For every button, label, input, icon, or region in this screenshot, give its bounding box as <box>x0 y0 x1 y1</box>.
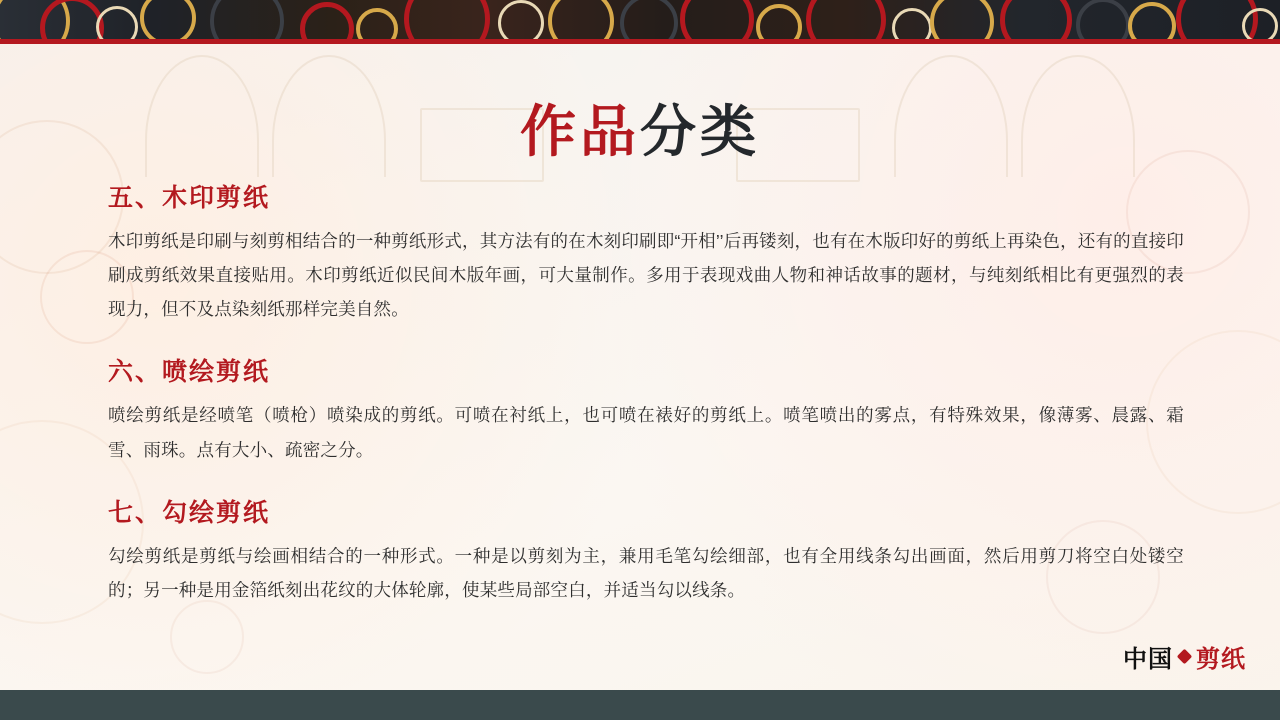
section-body: 喷绘剪纸是经喷笔（喷枪）喷染成的剪纸。可喷在衬纸上，也可喷在裱好的剪纸上。喷笔喷出的雾点，有特殊效果，像薄雾、晨露、霜雪、雨珠。点有大小、疏密之分。 <box>108 405 1184 460</box>
cream-swirl-icon <box>498 0 544 44</box>
red-swirl-icon <box>680 0 754 44</box>
gold-swirl-icon <box>930 0 994 44</box>
red-swirl-icon <box>1000 0 1072 44</box>
red-swirl-icon <box>806 0 886 44</box>
bottom-bar <box>0 690 1280 720</box>
diamond-seal-icon <box>1177 649 1193 665</box>
section-heading: 五、木印剪纸 <box>108 184 271 212</box>
section-heading: 六、喷绘剪纸 <box>108 358 271 387</box>
footer-logo-text-left: 中国 <box>1123 646 1173 673</box>
page-title-accent: 作品 <box>520 99 640 163</box>
dark-swirl-icon <box>1076 0 1130 44</box>
band-red-underline <box>0 39 1280 44</box>
dark-swirl-icon <box>210 0 284 44</box>
section-block <box>108 178 1184 326</box>
gold-swirl-icon <box>140 0 196 44</box>
cloud-swirl-ornament-icon <box>170 600 244 674</box>
footer-logo <box>1123 639 1246 674</box>
section-block <box>108 493 1184 607</box>
gold-swirl-icon <box>756 4 802 44</box>
section-body: 勾绘剪纸是剪纸与绘画相结合的一种形式。一种是以剪刻为主，兼用毛笔勾绘细部，也有全用线条勾出画面，然后用剪刀将空白处镂空的；另一种是用金箔纸刻出花纹的大体轮廓，使某些局部空白，并适当勾以线条。 <box>108 545 1184 600</box>
red-swirl-icon <box>404 0 490 44</box>
gold-swirl-icon <box>1128 2 1176 44</box>
red-swirl-icon <box>300 2 354 44</box>
top-decorative-band <box>0 0 1280 44</box>
page-title-dark: 分类 <box>640 99 760 163</box>
section-block <box>108 352 1184 466</box>
dark-swirl-icon <box>620 0 678 44</box>
footer-logo-text-right: 剪纸 <box>1196 646 1246 673</box>
section-body: 木印剪纸是印刷与刻剪相结合的一种剪纸形式，其方法有的在木刻印刷即“开相’’后再镂刻，也有在木版印好的剪纸上再染色，还有的直接印刷成剪纸效果直接贴用。木印剪纸近似民间木版年画，可大量制作。多用于表现戏曲人物和神话故事的题材，与纯刻纸相比有更强烈的表现力，但不及点染刻纸那样完美自然。 <box>108 231 1184 320</box>
red-swirl-icon <box>40 0 104 44</box>
gold-swirl-icon <box>548 0 614 44</box>
page-title <box>0 100 1280 164</box>
content-area <box>108 178 1184 607</box>
section-heading: 七、勾绘剪纸 <box>108 498 271 527</box>
